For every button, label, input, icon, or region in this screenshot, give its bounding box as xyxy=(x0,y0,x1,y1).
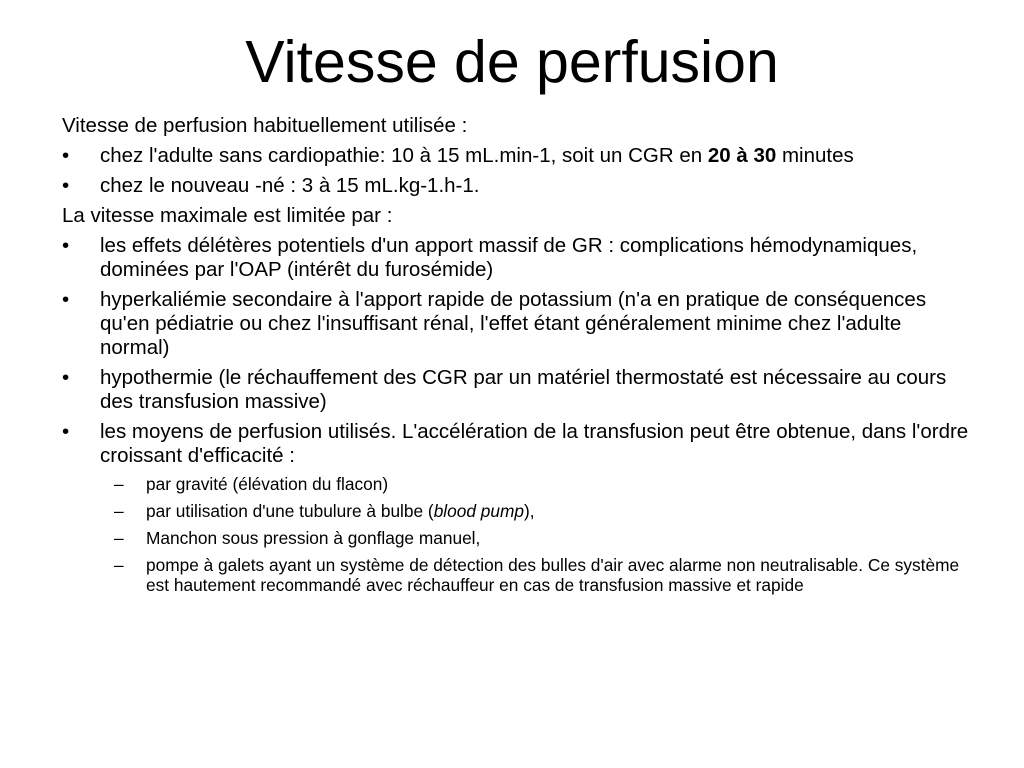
sub-marker: – xyxy=(114,555,124,575)
bullet-text-tail: minutes xyxy=(776,144,854,167)
sub-item-blood-pump xyxy=(100,501,972,521)
sub-item-gravity xyxy=(100,474,972,494)
sub-marker: – xyxy=(114,528,124,548)
bullet-text: hypothermie (le réchauffement des CGR par un matériel thermostaté est nécessaire au cours des transfusion massive) xyxy=(100,366,947,413)
slide-title: Vitesse de perfusion xyxy=(245,29,779,95)
limit-paragraph: La vitesse maximale est limitée par : xyxy=(62,204,393,227)
bullet-marker: • xyxy=(62,144,70,167)
sub-text: pompe à galets ayant un système de détection des bulles d'air avec alarme non neutralisable. Ce système est hautement recommandé avec réchauffeur en cas de transfusion massive et rapide xyxy=(146,555,960,595)
bullet-text: chez le nouveau -né : 3 à 15 mL.kg-1.h-1. xyxy=(100,174,480,197)
bullet-marker: • xyxy=(62,288,70,311)
bullet-marker: • xyxy=(62,174,70,197)
bullet-text: hyperkaliémie secondaire à l'apport rapide de potassium (n'a en pratique de conséquences qu'en pédiatrie ou chez l'insuffisant rénal, l'effet étant généralement minime chez l'adulte normal) xyxy=(100,288,927,359)
bullet-item-perfusion-means xyxy=(62,420,972,468)
bullet-item-adult-rate xyxy=(62,144,972,168)
sub-item-pressure-cuff xyxy=(100,528,972,548)
bullet-item-newborn-rate xyxy=(62,174,972,198)
bullet-item-hemodynamic xyxy=(62,234,972,282)
sub-marker: – xyxy=(114,501,124,521)
intro-paragraph: Vitesse de perfusion habituellement utilisée : xyxy=(62,114,468,137)
bullet-item-hypothermia xyxy=(62,366,972,414)
bullet-marker: • xyxy=(62,366,70,389)
bullet-item-hyperkalemia xyxy=(62,288,972,360)
slide-body xyxy=(62,114,972,602)
bullet-text: chez l'adulte sans cardiopathie: 10 à 15 mL.min-1, soit un CGR en xyxy=(100,144,708,167)
bullet-marker: • xyxy=(62,420,70,443)
bullet-text: les effets délétères potentiels d'un apport massif de GR : complications hémodynamiques, dominées par l'OAP (intérêt du furosémide) xyxy=(100,234,918,281)
sub-marker: – xyxy=(114,474,124,494)
bullet-bold-text: 20 à 30 xyxy=(707,144,777,167)
sub-text: par utilisation d'une tubulure à bulbe ( xyxy=(146,501,434,521)
bullet-marker: • xyxy=(62,234,70,257)
sub-text: par gravité (élévation du flacon) xyxy=(146,474,389,494)
sub-text-tail: ), xyxy=(524,501,535,521)
sub-text: Manchon sous pression à gonflage manuel, xyxy=(146,528,481,548)
sub-item-roller-pump xyxy=(100,555,972,595)
sub-italic-text: blood pump xyxy=(433,501,525,521)
bullet-text: les moyens de perfusion utilisés. L'accélération de la transfusion peut être obtenue, dans l'ordre croissant d'efficacité : xyxy=(100,420,969,467)
